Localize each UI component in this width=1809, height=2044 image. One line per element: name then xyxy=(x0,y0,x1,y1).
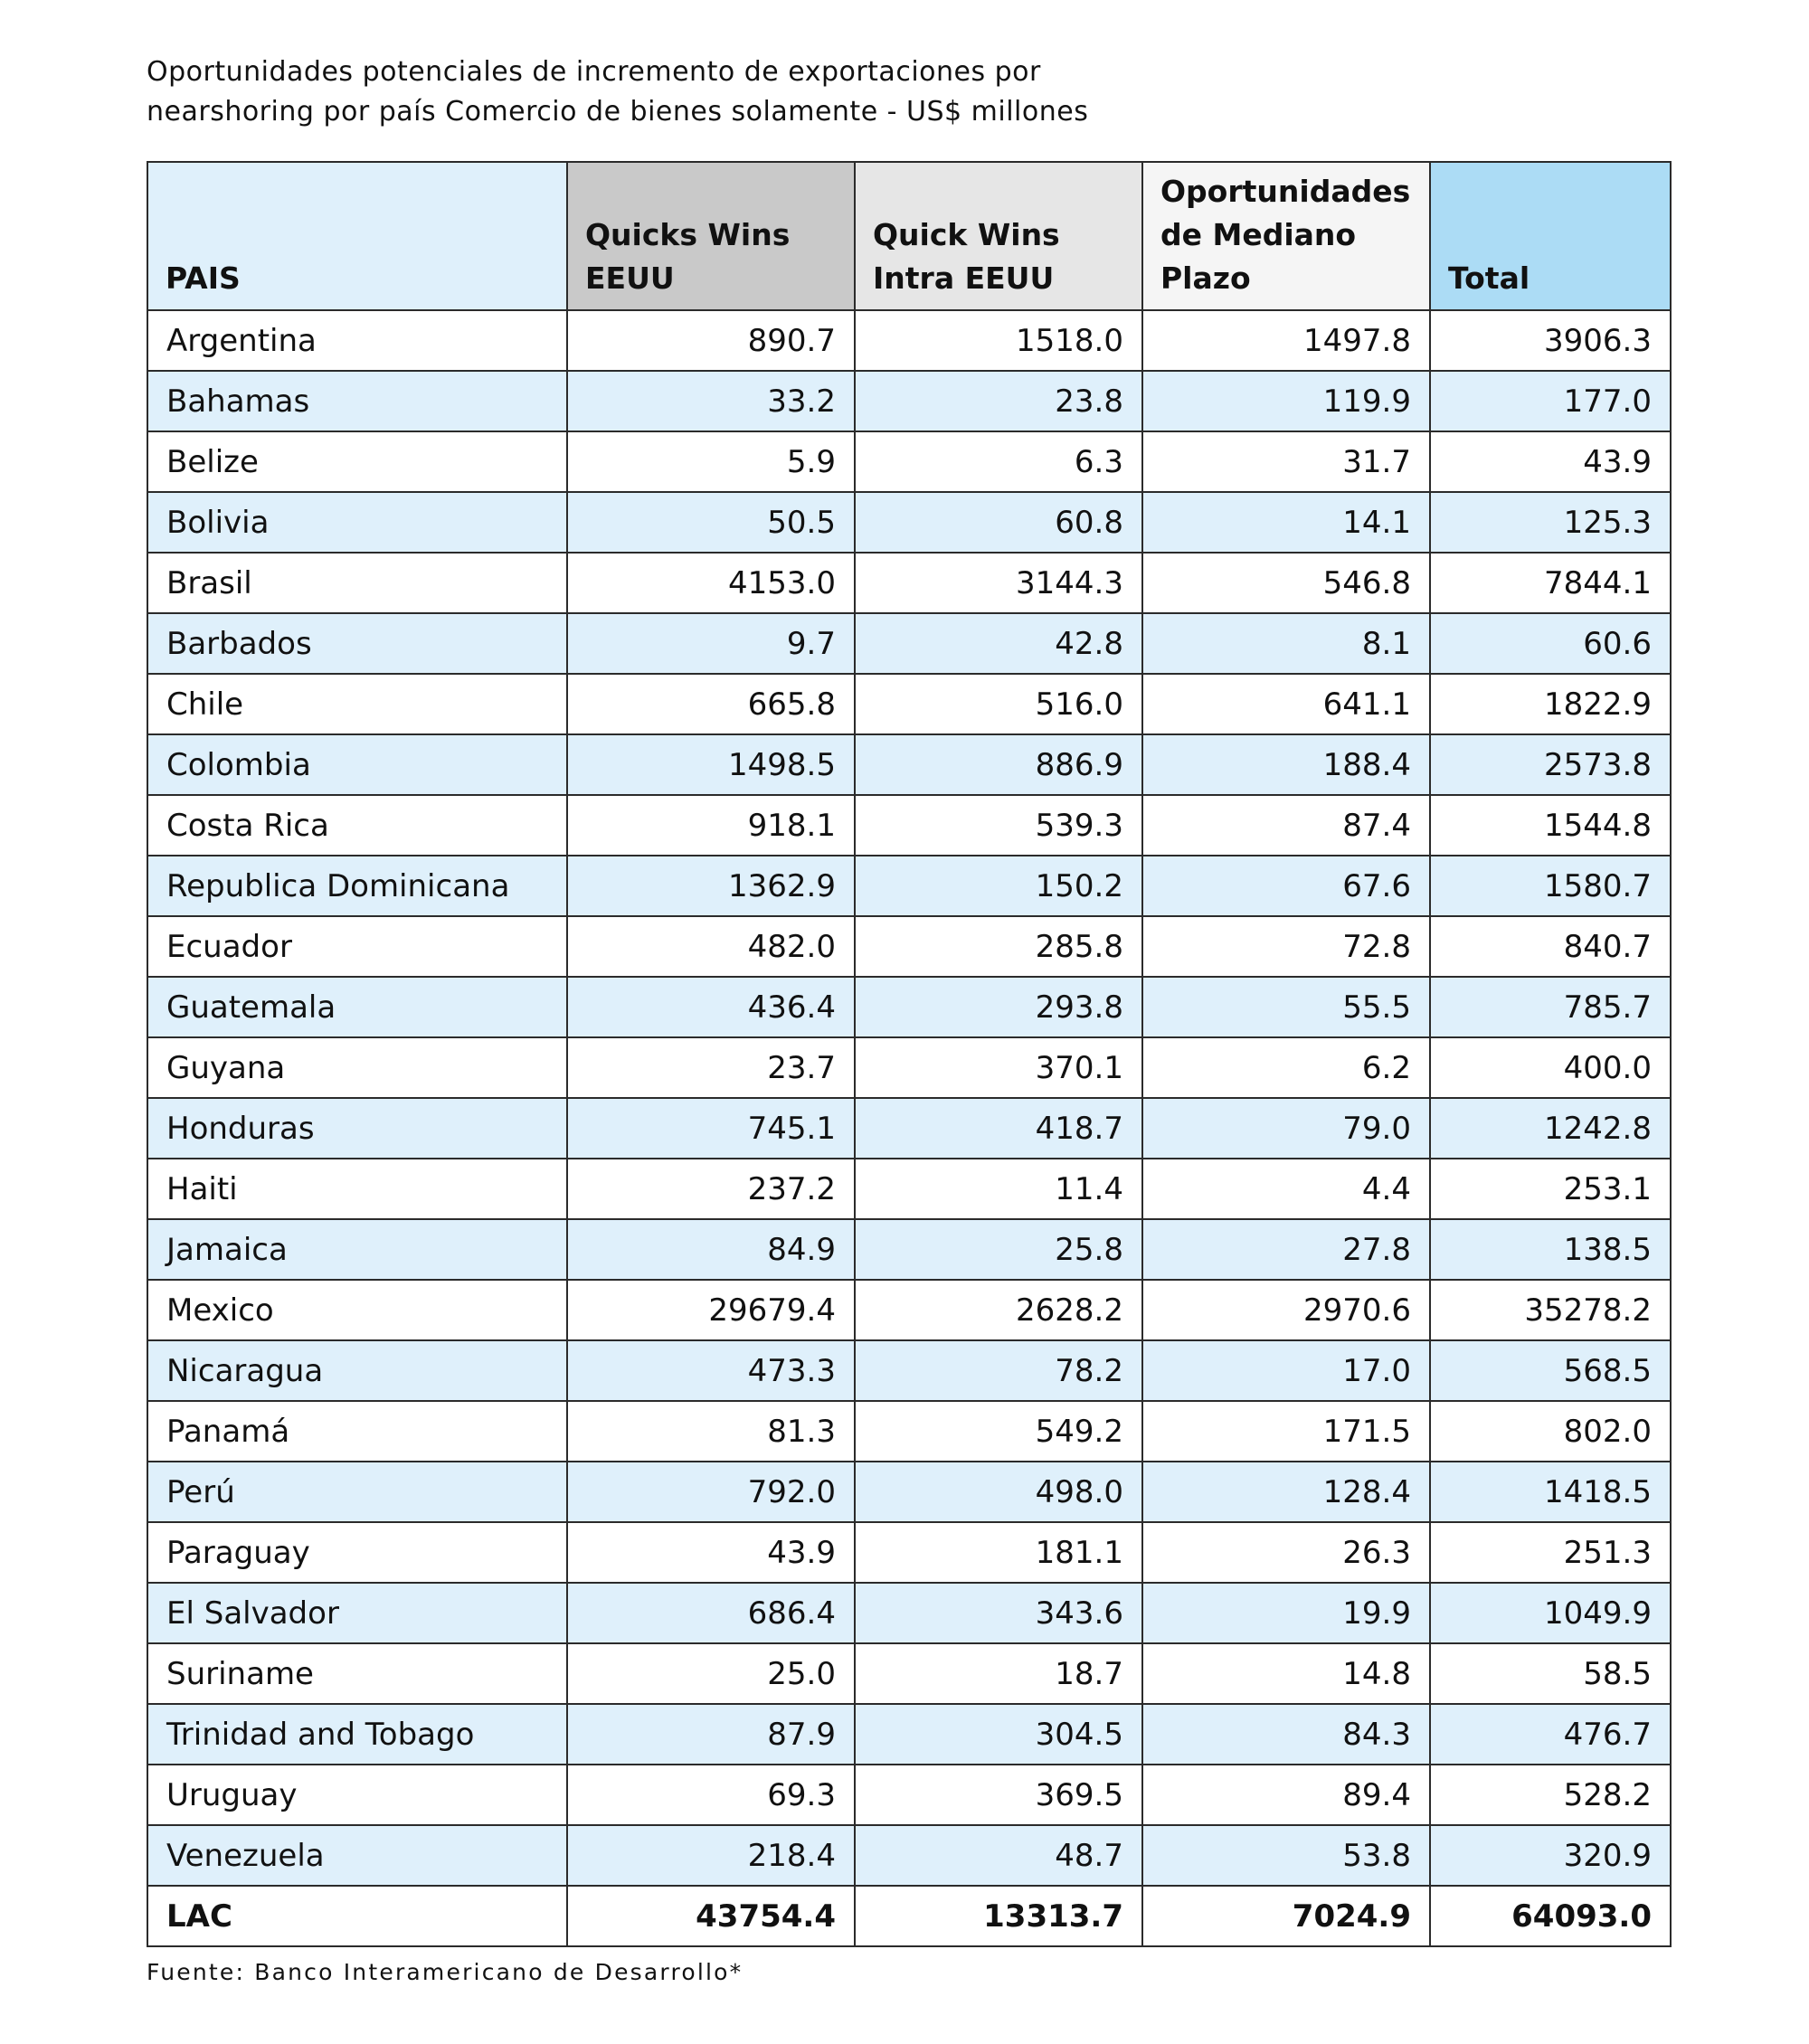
table-row xyxy=(147,1219,1671,1280)
quick-wins-intra-eeuu-cell: 181.1 xyxy=(855,1522,1142,1583)
country-cell: Costa Rica xyxy=(147,795,567,856)
country-cell: Guatemala xyxy=(147,977,567,1037)
mediano-plazo-cell: 55.5 xyxy=(1142,977,1430,1037)
total-cell: 802.0 xyxy=(1430,1401,1671,1462)
total-cell: 64093.0 xyxy=(1430,1886,1671,1946)
mediano-plazo-cell: 27.8 xyxy=(1142,1219,1430,1280)
quick-wins-intra-eeuu-cell: 539.3 xyxy=(855,795,1142,856)
total-cell: 7844.1 xyxy=(1430,553,1671,613)
mediano-plazo-cell: 171.5 xyxy=(1142,1401,1430,1462)
quick-wins-intra-eeuu-cell: 2628.2 xyxy=(855,1280,1142,1340)
table-row xyxy=(147,1704,1671,1765)
quick-wins-eeuu-cell: 50.5 xyxy=(567,492,855,553)
mediano-plazo-cell: 546.8 xyxy=(1142,553,1430,613)
mediano-plazo-cell: 2970.6 xyxy=(1142,1280,1430,1340)
country-cell: Mexico xyxy=(147,1280,567,1340)
chart-title xyxy=(147,52,1413,132)
quick-wins-eeuu-cell: 5.9 xyxy=(567,431,855,492)
header-pais xyxy=(147,162,567,310)
total-cell: 400.0 xyxy=(1430,1037,1671,1098)
header-oportunidades-mediano-plazo xyxy=(1142,162,1430,310)
country-cell: Bahamas xyxy=(147,371,567,431)
total-cell: 251.3 xyxy=(1430,1522,1671,1583)
quick-wins-intra-eeuu-cell: 18.7 xyxy=(855,1643,1142,1704)
source-note: Fuente: Banco Interamericano de Desarrollo* xyxy=(147,1959,743,1985)
quick-wins-eeuu-cell: 69.3 xyxy=(567,1765,855,1825)
country-cell: Panamá xyxy=(147,1401,567,1462)
header-line: Plazo xyxy=(1160,260,1251,296)
header-line: Oportunidades xyxy=(1160,174,1411,209)
table-row xyxy=(147,1522,1671,1583)
quick-wins-eeuu-cell: 84.9 xyxy=(567,1219,855,1280)
quick-wins-eeuu-cell: 4153.0 xyxy=(567,553,855,613)
total-cell: 253.1 xyxy=(1430,1159,1671,1219)
total-cell: 60.6 xyxy=(1430,613,1671,674)
country-cell: Brasil xyxy=(147,553,567,613)
table-row xyxy=(147,1280,1671,1340)
country-cell: Suriname xyxy=(147,1643,567,1704)
quick-wins-intra-eeuu-cell: 304.5 xyxy=(855,1704,1142,1765)
mediano-plazo-cell: 1497.8 xyxy=(1142,310,1430,371)
total-cell: 568.5 xyxy=(1430,1340,1671,1401)
quick-wins-intra-eeuu-cell: 25.8 xyxy=(855,1219,1142,1280)
table-row xyxy=(147,1340,1671,1401)
total-cell: 58.5 xyxy=(1430,1643,1671,1704)
country-cell: Barbados xyxy=(147,613,567,674)
quick-wins-intra-eeuu-cell: 23.8 xyxy=(855,371,1142,431)
table-header-row xyxy=(147,162,1671,310)
country-cell: Trinidad and Tobago xyxy=(147,1704,567,1765)
table-row xyxy=(147,431,1671,492)
country-cell: Honduras xyxy=(147,1098,567,1159)
quick-wins-intra-eeuu-cell: 1518.0 xyxy=(855,310,1142,371)
total-cell: 3906.3 xyxy=(1430,310,1671,371)
table-body xyxy=(147,310,1671,1946)
total-cell: 177.0 xyxy=(1430,371,1671,431)
quick-wins-intra-eeuu-cell: 11.4 xyxy=(855,1159,1142,1219)
mediano-plazo-cell: 26.3 xyxy=(1142,1522,1430,1583)
quick-wins-intra-eeuu-cell: 42.8 xyxy=(855,613,1142,674)
total-cell: 1544.8 xyxy=(1430,795,1671,856)
table-total-row xyxy=(147,1886,1671,1946)
country-cell: Paraguay xyxy=(147,1522,567,1583)
table-row xyxy=(147,1401,1671,1462)
country-cell: Perú xyxy=(147,1462,567,1522)
total-cell: 1418.5 xyxy=(1430,1462,1671,1522)
quick-wins-intra-eeuu-cell: 343.6 xyxy=(855,1583,1142,1643)
quick-wins-eeuu-cell: 9.7 xyxy=(567,613,855,674)
quick-wins-intra-eeuu-cell: 370.1 xyxy=(855,1037,1142,1098)
quick-wins-eeuu-cell: 436.4 xyxy=(567,977,855,1037)
quick-wins-eeuu-cell: 218.4 xyxy=(567,1825,855,1886)
quick-wins-eeuu-cell: 87.9 xyxy=(567,1704,855,1765)
mediano-plazo-cell: 8.1 xyxy=(1142,613,1430,674)
mediano-plazo-cell: 17.0 xyxy=(1142,1340,1430,1401)
header-quick-wins-intra-eeuu xyxy=(855,162,1142,310)
table-row xyxy=(147,916,1671,977)
table-row xyxy=(147,553,1671,613)
country-cell: Belize xyxy=(147,431,567,492)
country-cell: Guyana xyxy=(147,1037,567,1098)
mediano-plazo-cell: 188.4 xyxy=(1142,734,1430,795)
country-cell: Argentina xyxy=(147,310,567,371)
quick-wins-eeuu-cell: 792.0 xyxy=(567,1462,855,1522)
total-cell: 35278.2 xyxy=(1430,1280,1671,1340)
quick-wins-intra-eeuu-cell: 293.8 xyxy=(855,977,1142,1037)
mediano-plazo-cell: 128.4 xyxy=(1142,1462,1430,1522)
quick-wins-eeuu-cell: 890.7 xyxy=(567,310,855,371)
quick-wins-eeuu-cell: 23.7 xyxy=(567,1037,855,1098)
quick-wins-intra-eeuu-cell: 13313.7 xyxy=(855,1886,1142,1946)
total-cell: 125.3 xyxy=(1430,492,1671,553)
quick-wins-intra-eeuu-cell: 150.2 xyxy=(855,856,1142,916)
chart-title-line-2: nearshoring por país Comercio de bienes solamente - US$ millones xyxy=(147,96,1089,128)
mediano-plazo-cell: 19.9 xyxy=(1142,1583,1430,1643)
table-row xyxy=(147,371,1671,431)
table-row xyxy=(147,1098,1671,1159)
mediano-plazo-cell: 87.4 xyxy=(1142,795,1430,856)
total-cell: 1242.8 xyxy=(1430,1098,1671,1159)
quick-wins-eeuu-cell: 29679.4 xyxy=(567,1280,855,1340)
quick-wins-intra-eeuu-cell: 418.7 xyxy=(855,1098,1142,1159)
total-cell: 320.9 xyxy=(1430,1825,1671,1886)
quick-wins-intra-eeuu-cell: 498.0 xyxy=(855,1462,1142,1522)
table-row xyxy=(147,1037,1671,1098)
country-cell: LAC xyxy=(147,1886,567,1946)
table-row xyxy=(147,1825,1671,1886)
total-cell: 785.7 xyxy=(1430,977,1671,1037)
mediano-plazo-cell: 79.0 xyxy=(1142,1098,1430,1159)
mediano-plazo-cell: 53.8 xyxy=(1142,1825,1430,1886)
quick-wins-intra-eeuu-cell: 3144.3 xyxy=(855,553,1142,613)
quick-wins-intra-eeuu-cell: 6.3 xyxy=(855,431,1142,492)
country-cell: Venezuela xyxy=(147,1825,567,1886)
chart-title-line-1: Oportunidades potenciales de incremento de exportaciones por xyxy=(147,56,1041,88)
header-line: Quick Wins xyxy=(873,217,1060,252)
quick-wins-eeuu-cell: 473.3 xyxy=(567,1340,855,1401)
country-cell: Bolivia xyxy=(147,492,567,553)
table-row xyxy=(147,1765,1671,1825)
table-row xyxy=(147,856,1671,916)
country-cell: Ecuador xyxy=(147,916,567,977)
quick-wins-intra-eeuu-cell: 60.8 xyxy=(855,492,1142,553)
header-line: Quicks Wins xyxy=(585,217,791,252)
quick-wins-intra-eeuu-cell: 369.5 xyxy=(855,1765,1142,1825)
total-cell: 840.7 xyxy=(1430,916,1671,977)
country-cell: Haiti xyxy=(147,1159,567,1219)
header-quick-wins-eeuu xyxy=(567,162,855,310)
header-pais-line: PAIS xyxy=(166,260,241,296)
table-row xyxy=(147,492,1671,553)
total-cell: 1822.9 xyxy=(1430,674,1671,734)
header-total xyxy=(1430,162,1671,310)
table-row xyxy=(147,734,1671,795)
table-row xyxy=(147,1643,1671,1704)
table-row xyxy=(147,1159,1671,1219)
quick-wins-eeuu-cell: 482.0 xyxy=(567,916,855,977)
mediano-plazo-cell: 67.6 xyxy=(1142,856,1430,916)
quick-wins-intra-eeuu-cell: 516.0 xyxy=(855,674,1142,734)
quick-wins-intra-eeuu-cell: 549.2 xyxy=(855,1401,1142,1462)
quick-wins-eeuu-cell: 1498.5 xyxy=(567,734,855,795)
country-cell: Uruguay xyxy=(147,1765,567,1825)
header-line: de Mediano xyxy=(1160,217,1357,252)
total-cell: 2573.8 xyxy=(1430,734,1671,795)
country-cell: El Salvador xyxy=(147,1583,567,1643)
quick-wins-intra-eeuu-cell: 48.7 xyxy=(855,1825,1142,1886)
table-row xyxy=(147,310,1671,371)
header-line: Total xyxy=(1448,260,1530,296)
mediano-plazo-cell: 31.7 xyxy=(1142,431,1430,492)
table-row xyxy=(147,613,1671,674)
table-row xyxy=(147,977,1671,1037)
quick-wins-eeuu-cell: 81.3 xyxy=(567,1401,855,1462)
quick-wins-intra-eeuu-cell: 285.8 xyxy=(855,916,1142,977)
mediano-plazo-cell: 89.4 xyxy=(1142,1765,1430,1825)
mediano-plazo-cell: 72.8 xyxy=(1142,916,1430,977)
table-row xyxy=(147,795,1671,856)
total-cell: 528.2 xyxy=(1430,1765,1671,1825)
mediano-plazo-cell: 119.9 xyxy=(1142,371,1430,431)
quick-wins-eeuu-cell: 33.2 xyxy=(567,371,855,431)
quick-wins-intra-eeuu-cell: 78.2 xyxy=(855,1340,1142,1401)
quick-wins-eeuu-cell: 1362.9 xyxy=(567,856,855,916)
export-opportunities-table xyxy=(147,161,1672,1947)
quick-wins-eeuu-cell: 686.4 xyxy=(567,1583,855,1643)
total-cell: 1049.9 xyxy=(1430,1583,1671,1643)
quick-wins-eeuu-cell: 43.9 xyxy=(567,1522,855,1583)
table-row xyxy=(147,674,1671,734)
quick-wins-eeuu-cell: 745.1 xyxy=(567,1098,855,1159)
quick-wins-eeuu-cell: 237.2 xyxy=(567,1159,855,1219)
country-cell: Chile xyxy=(147,674,567,734)
mediano-plazo-cell: 4.4 xyxy=(1142,1159,1430,1219)
header-line: EEUU xyxy=(585,260,675,296)
header-line: Intra EEUU xyxy=(873,260,1055,296)
total-cell: 138.5 xyxy=(1430,1219,1671,1280)
country-cell: Jamaica xyxy=(147,1219,567,1280)
quick-wins-eeuu-cell: 43754.4 xyxy=(567,1886,855,1946)
quick-wins-eeuu-cell: 665.8 xyxy=(567,674,855,734)
country-cell: Nicaragua xyxy=(147,1340,567,1401)
quick-wins-intra-eeuu-cell: 886.9 xyxy=(855,734,1142,795)
quick-wins-eeuu-cell: 918.1 xyxy=(567,795,855,856)
mediano-plazo-cell: 7024.9 xyxy=(1142,1886,1430,1946)
mediano-plazo-cell: 6.2 xyxy=(1142,1037,1430,1098)
total-cell: 1580.7 xyxy=(1430,856,1671,916)
country-cell: Republica Dominicana xyxy=(147,856,567,916)
table-row xyxy=(147,1462,1671,1522)
table-row xyxy=(147,1583,1671,1643)
total-cell: 476.7 xyxy=(1430,1704,1671,1765)
total-cell: 43.9 xyxy=(1430,431,1671,492)
country-cell: Colombia xyxy=(147,734,567,795)
mediano-plazo-cell: 14.8 xyxy=(1142,1643,1430,1704)
mediano-plazo-cell: 84.3 xyxy=(1142,1704,1430,1765)
quick-wins-eeuu-cell: 25.0 xyxy=(567,1643,855,1704)
mediano-plazo-cell: 641.1 xyxy=(1142,674,1430,734)
mediano-plazo-cell: 14.1 xyxy=(1142,492,1430,553)
